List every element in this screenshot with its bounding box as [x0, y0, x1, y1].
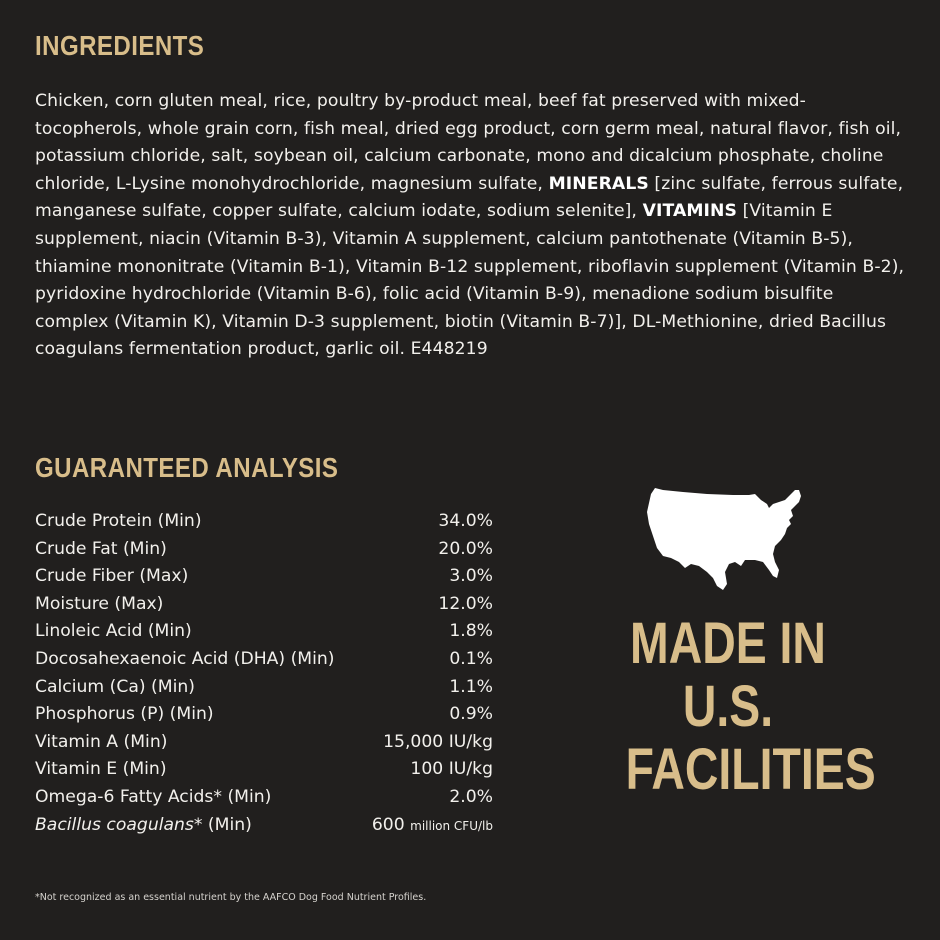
- made-in-usa-badge: [625, 611, 876, 802]
- ingredients-heading: INGREDIENTS: [35, 30, 205, 61]
- footnote: *Not recognized as an essential nutrient by the AAFCO Dog Food Nutrient Profiles.: [35, 892, 427, 903]
- analysis-nutrient-name: Crude Fiber (Max): [35, 566, 189, 587]
- guaranteed-analysis-heading: GUARANTEED ANALYSIS: [35, 452, 339, 483]
- analysis-nutrient-value: 0.9%: [449, 704, 493, 725]
- analysis-nutrient-value: 15,000 IU/kg: [383, 731, 493, 752]
- minerals-label: MINERALS: [548, 173, 649, 194]
- analysis-row: [35, 591, 493, 619]
- analysis-nutrient-name: [35, 812, 252, 840]
- analysis-row: [35, 756, 493, 784]
- analysis-nutrient-name: Vitamin A (Min): [35, 731, 168, 752]
- analysis-nutrient-name: Calcium (Ca) (Min): [35, 676, 195, 697]
- analysis-row: [35, 508, 493, 536]
- ingredients-text-part2: [zinc sulfate, ferrous sulfate, manganese sulfate, copper sulfate, calcium iodate, sodium selenite],: [35, 173, 904, 222]
- made-in-line1: MADE IN: [630, 611, 826, 676]
- analysis-nutrient-value: 3.0%: [449, 566, 493, 587]
- ingredients-text-part1: Chicken, corn gluten meal, rice, poultry by-product meal, beef fat preserved with mixed-tocopherols, whole grain corn, fish meal, dried egg product, corn germ meal, natural flavor, fish oil, potassium chloride, salt, soybean oil, calcium carbonate, mono and dicalcium phosphate, choline chloride, L-Lysine monohydrochloride, magnesium sulfate,: [35, 91, 902, 194]
- bacillus-value-number: 600: [371, 814, 405, 835]
- analysis-nutrient-name: Docosahexaenoic Acid (DHA) (Min): [35, 648, 335, 669]
- bacillus-name-suffix: * (Min): [193, 814, 252, 835]
- analysis-row: [35, 646, 493, 674]
- analysis-nutrient-value: 1.8%: [449, 621, 493, 642]
- analysis-row-bacillus: [35, 812, 493, 840]
- analysis-row: [35, 784, 493, 812]
- ingredients-text-part3: [Vitamin E supplement, niacin (Vitamin B-3), Vitamin A supplement, calcium pantothenate (Vitamin B-5), thiamine mononitrate (Vitamin B-1), Vitamin B-12 supplement, riboflavin supplement (Vitamin B-2), pyridoxine hydrochloride (Vitamin B-6), folic acid (Vitamin B-9), menadione sodium bisulfite complex (Vitamin K), Vitamin D-3 supplement, biotin (Vitamin B-7)], DL-Methionine, dried Bacillus coagulans fermentation product, garlic oil. E448219: [35, 201, 905, 360]
- analysis-nutrient-value: 1.1%: [449, 676, 493, 697]
- analysis-nutrient-value: 20.0%: [438, 538, 493, 559]
- ingredients-list: [35, 88, 910, 364]
- made-in-line2: U.S.: [682, 674, 774, 739]
- bacillus-value-unit: million CFU/lb: [410, 818, 493, 833]
- analysis-nutrient-value: [372, 812, 493, 841]
- usa-map-icon: [645, 486, 813, 592]
- analysis-nutrient-value: 34.0%: [438, 511, 493, 531]
- analysis-row: [35, 536, 493, 564]
- analysis-nutrient-value: 0.1%: [449, 648, 493, 669]
- analysis-nutrient-name: Omega-6 Fatty Acids* (Min): [35, 786, 272, 807]
- analysis-row: [35, 618, 493, 646]
- vitamins-label: VITAMINS: [642, 201, 738, 222]
- analysis-nutrient-name: Crude Protein (Min): [35, 511, 202, 531]
- analysis-row: [35, 563, 493, 591]
- analysis-nutrient-value: 2.0%: [449, 786, 493, 807]
- analysis-nutrient-name: Moisture (Max): [35, 593, 164, 614]
- guaranteed-analysis-table: [35, 508, 493, 839]
- analysis-nutrient-name: Linoleic Acid (Min): [35, 621, 192, 642]
- analysis-row: [35, 674, 493, 702]
- analysis-nutrient-name: Phosphorus (P) (Min): [35, 704, 214, 725]
- bacillus-name-italic: Bacillus coagulans: [35, 814, 194, 835]
- analysis-row: [35, 701, 493, 729]
- analysis-nutrient-value: 100 IU/kg: [410, 759, 493, 780]
- analysis-nutrient-name: Crude Fat (Min): [35, 538, 167, 559]
- analysis-row: [35, 729, 493, 757]
- made-in-line3: FACILITIES: [625, 737, 876, 802]
- analysis-nutrient-name: Vitamin E (Min): [35, 759, 167, 780]
- analysis-nutrient-value: 12.0%: [438, 593, 493, 614]
